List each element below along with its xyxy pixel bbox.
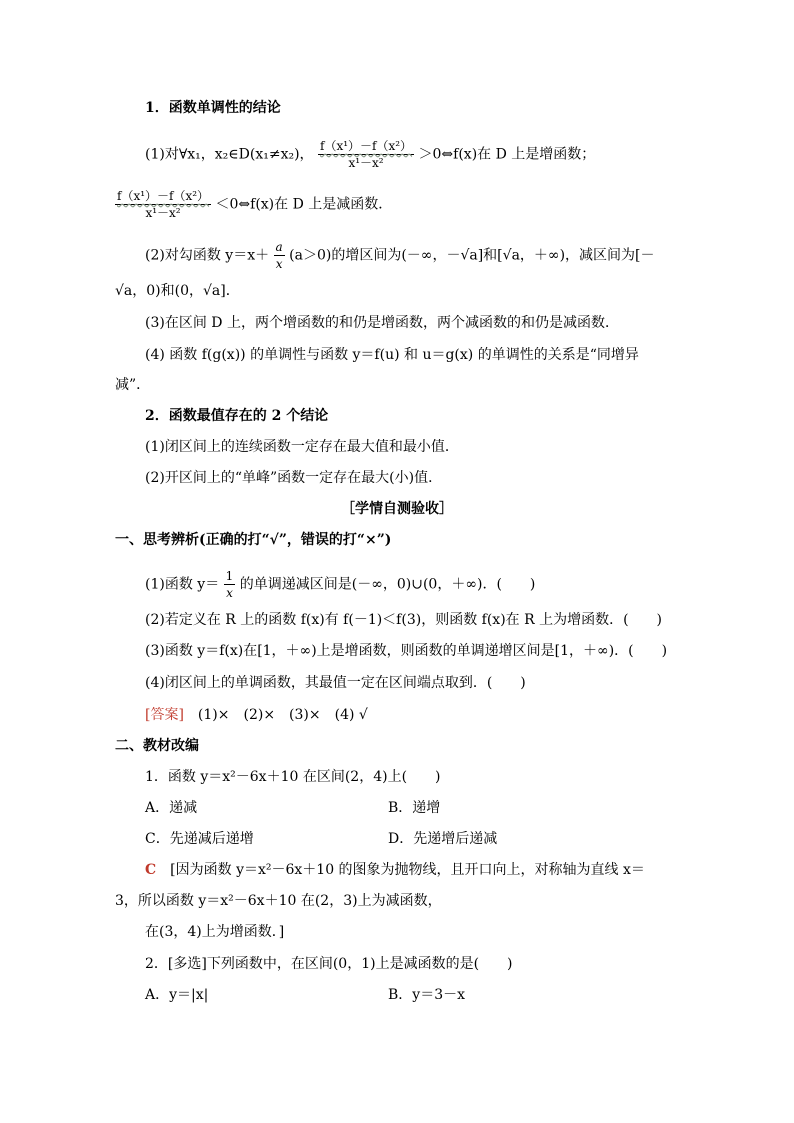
- q1-line: [145, 568, 535, 601]
- s1-p2b: (a＞0)的增区间为(－∞，－√a]和[√a，＋∞)，减区间为[－: [289, 247, 655, 264]
- e1-exp1: [因为函数 y＝x²－6x＋10 的图象为抛物线，且开口向上，对称轴为直线 x＝: [156, 862, 645, 878]
- s1-fraction-2: [115, 188, 211, 221]
- s2-p1: (1)闭区间上的连续函数一定存在最大值和最小值．: [145, 439, 459, 455]
- s1-p4b: 减”．: [115, 377, 151, 393]
- q3: (3)函数 y＝f(x)在[1，＋∞)上是增函数，则函数的单调递增区间是[1，＋∞)．( ): [145, 643, 668, 659]
- s1-p1c-line: [115, 188, 392, 221]
- e1-exp3: 在(3，4)上为增函数．]: [145, 924, 285, 940]
- e1-exp2: 3，所以函数 y＝x²－6x＋10 在(2，3)上为减函数，: [115, 893, 442, 909]
- fraction-numerator: f（x¹）－f（x²）: [320, 139, 413, 153]
- answer-label: [答案]: [145, 707, 184, 723]
- answer-line: [145, 705, 368, 725]
- e1-option-d: D．先递增后递减: [388, 831, 498, 847]
- fraction-numerator: a: [275, 240, 283, 254]
- exercise-1: 1．函数 y＝x²－6x＋10 在区间(2，4)上( ): [145, 769, 441, 785]
- exercise-2: 2．[多选]下列函数中，在区间(0，1)上是减函数的是( ): [145, 956, 513, 972]
- e1-option-a: A．递减: [145, 800, 198, 816]
- fraction-denominator: x¹－x²: [145, 206, 181, 220]
- q4: (4)闭区间上的单调函数，其最值一定在区间端点取到．( ): [145, 675, 526, 691]
- s1-p1b: ＞0⇔f(x)在 D 上是增函数；: [418, 146, 596, 163]
- e2-option-a: A．y＝|x|: [145, 987, 209, 1003]
- s1-p3: (3)在区间 D 上，两个增函数的和仍是增函数，两个减函数的和仍是减函数．: [145, 315, 619, 331]
- section-2-title: 2．函数最值存在的 2 个结论: [145, 408, 329, 424]
- answer-text: (1)× (2)× (3)× (4) √: [183, 707, 368, 723]
- self-test-heading: ［学情自测验收］: [341, 501, 453, 517]
- q2: (2)若定义在 R 上的函数 f(x)有 f(－1)＜f(3)，则函数 f(x)在 R 上为增函数．( ): [145, 612, 663, 628]
- e2-option-b: B．y＝3－x: [388, 987, 465, 1003]
- e1-option-c: C．先递减后递增: [145, 831, 254, 847]
- s2-p2: (2)开区间上的“单峰”函数一定存在最大(小)值．: [145, 470, 443, 486]
- section-1-title: 1．函数单调性的结论: [145, 100, 281, 116]
- s1-fraction-a-over-x: [274, 239, 285, 272]
- q1a: (1)函数 y＝: [145, 576, 220, 593]
- fraction-denominator: x: [275, 257, 283, 271]
- s1-p2c: √a，0)和(0，√a]．: [115, 283, 240, 299]
- e1-option-b: B．递增: [388, 800, 441, 816]
- e1-answer: C: [145, 862, 157, 878]
- part1-title: 一、思考辨析(正确的打“√”，错误的打“×”): [115, 532, 392, 548]
- s1-p2a: (2)对勾函数 y＝x＋: [145, 247, 270, 264]
- s1-p1a: (1)对∀x₁，x₂∈D(x₁≠x₂)，: [145, 146, 314, 163]
- s1-p1-line: [145, 138, 595, 171]
- fraction-numerator: 1: [225, 569, 234, 583]
- q1-fraction: [224, 568, 236, 601]
- fraction-denominator: x¹－x²: [348, 156, 384, 170]
- s1-p1c: ＜0⇔f(x)在 D 上是减函数．: [215, 196, 393, 213]
- s1-p4a: (4) 函数 f(g(x)) 的单调性与函数 y＝f(u) 和 u＝g(x) 的单调性的关系是“同增异: [145, 347, 639, 363]
- fraction-numerator: f（x¹）－f（x²）: [117, 189, 210, 203]
- fraction-denominator: x: [226, 586, 233, 600]
- s1-fraction-1: [318, 138, 414, 171]
- q1b: 的单调递减区间是(－∞，0)∪(0，＋∞)．( ): [239, 576, 536, 593]
- part2-title: 二、教材改编: [115, 738, 199, 754]
- s1-p2-line: [145, 239, 655, 272]
- e1-explanation-line1: [145, 860, 645, 880]
